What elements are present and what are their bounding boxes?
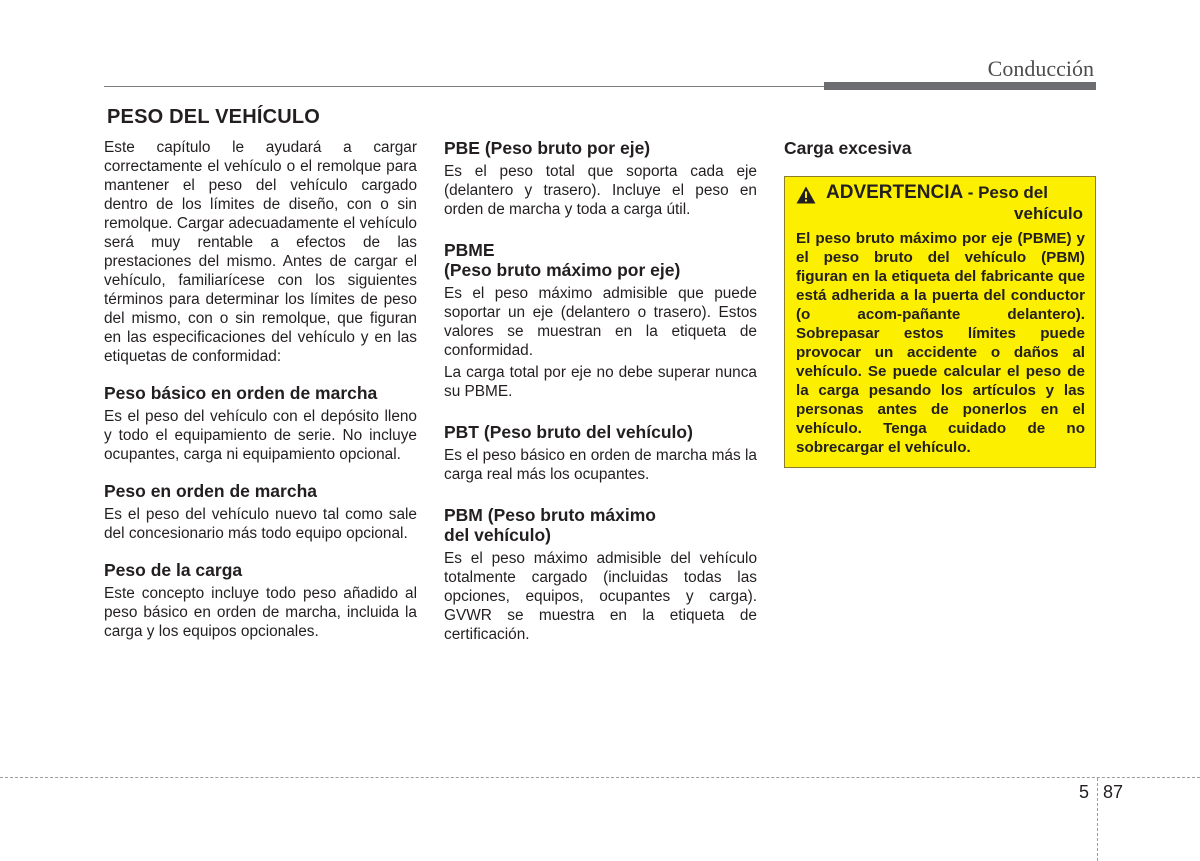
section-pbe — [444, 138, 757, 219]
header-accent-bar — [824, 82, 1096, 90]
page-number: 87 — [1103, 782, 1124, 802]
intro-paragraph: Este capítulo le ayudará a cargar correctamente el vehículo o el remolque para mantener el peso del vehículo cargado dentro de los límites de diseño, con o sin remolque. Cargar adecuadamente el vehículo será muy rentable a efectos de las prestaciones del mismo. Antes de cargar el vehículo, familiarícese con los siguientes términos para determinar los límites de peso del mismo, con o sin remolque, que figuran en las especificaciones del vehículo y en las etiquetas de conformidad: — [104, 139, 417, 365]
section-title-pbe: PBE (Peso bruto por eje) — [444, 138, 651, 158]
section-pbme — [444, 240, 757, 401]
section-title-carga-excesiva: Carga excesiva — [784, 138, 912, 158]
section-title-peso-orden-marcha: Peso en orden de marcha — [104, 481, 317, 501]
chapter-title: Conducción — [987, 56, 1094, 81]
section-title-pbm-line1: PBM (Peso bruto máximo — [444, 505, 656, 525]
section-body-pbme-note: La carga total por eje no debe superar nunca su PBME. — [444, 364, 757, 400]
column-left — [104, 138, 417, 641]
page-title: PESO DEL VEHÍCULO — [107, 106, 321, 128]
warning-body: El peso bruto máximo por eje (PBME) y el peso bruto del vehículo (PBM) figuran en la etiqueta del fabricante que está adherida a la puerta del conductor (o acom-pañante delantero). Sobrepasar estos límites puede provocar un accidente o daños al vehículo. Se puede calcular el peso de la carga pesando los artículos y las personas antes de ponerlos en el vehículo. Tenga cuidado de no sobrecargar el vehículo. — [796, 230, 1085, 456]
warning-box — [784, 176, 1096, 468]
section-body-peso-carga: Este concepto incluye todo peso añadido al peso básico en orden de marcha, incluida la carga y los equipos opcionales. — [104, 585, 417, 640]
section-body-pbm: Es el peso máximo admisible del vehículo totalmente cargado (incluidas todas las opciones, equipos, ocupantes y carga). GVWR se muestra en la etiqueta de certificación. — [444, 550, 757, 643]
section-title-pbme — [444, 240, 757, 280]
section-title-pbme-line2: (Peso bruto máximo por eje) — [444, 260, 681, 280]
warning-triangle-icon — [796, 186, 816, 204]
section-body-peso-orden-marcha: Es el peso del vehículo nuevo tal como sale del concesionario más todo equipo opcional. — [104, 506, 417, 542]
section-pbt — [444, 422, 757, 484]
column-middle — [444, 138, 757, 644]
column-right — [784, 138, 1096, 468]
section-title-peso-carga: Peso de la carga — [104, 560, 243, 580]
warning-title — [826, 183, 1085, 224]
section-pbm — [444, 505, 757, 644]
warning-header — [796, 183, 1085, 224]
footer-dotted-rule — [0, 777, 1200, 778]
warning-subtitle: - Peso del — [967, 183, 1048, 202]
warning-subtitle-line2: vehículo — [1014, 204, 1083, 223]
section-body-pbt: Es el peso básico en orden de marcha más la carga real más los ocupantes. — [444, 447, 757, 483]
warning-word: ADVERTENCIA — [826, 182, 964, 203]
section-title-pbt: PBT (Peso bruto del vehículo) — [444, 422, 693, 442]
section-title-pbm-line2: del vehículo) — [444, 525, 551, 545]
section-body-pbme: Es el peso máximo admisible que puede soportar un eje (delantero o trasero). Estos valores se muestran en la etiqueta de conformidad. — [444, 285, 757, 359]
footer-vertical-rule — [1097, 778, 1098, 861]
section-body-pbe: Es el peso total que soporta cada eje (delantero y trasero). Incluye el peso en orden de marcha y toda a carga útil. — [444, 163, 757, 218]
chapter-number: 5 — [1079, 782, 1090, 802]
section-title-peso-basico: Peso básico en orden de marcha — [104, 383, 378, 403]
section-title-pbm — [444, 505, 757, 545]
section-title-pbme-line1: PBME — [444, 240, 495, 260]
section-body-peso-basico: Es el peso del vehículo con el depósito lleno y todo el equipamiento de serie. No incluye ocupantes, carga ni equipamiento opcional. — [104, 408, 417, 463]
